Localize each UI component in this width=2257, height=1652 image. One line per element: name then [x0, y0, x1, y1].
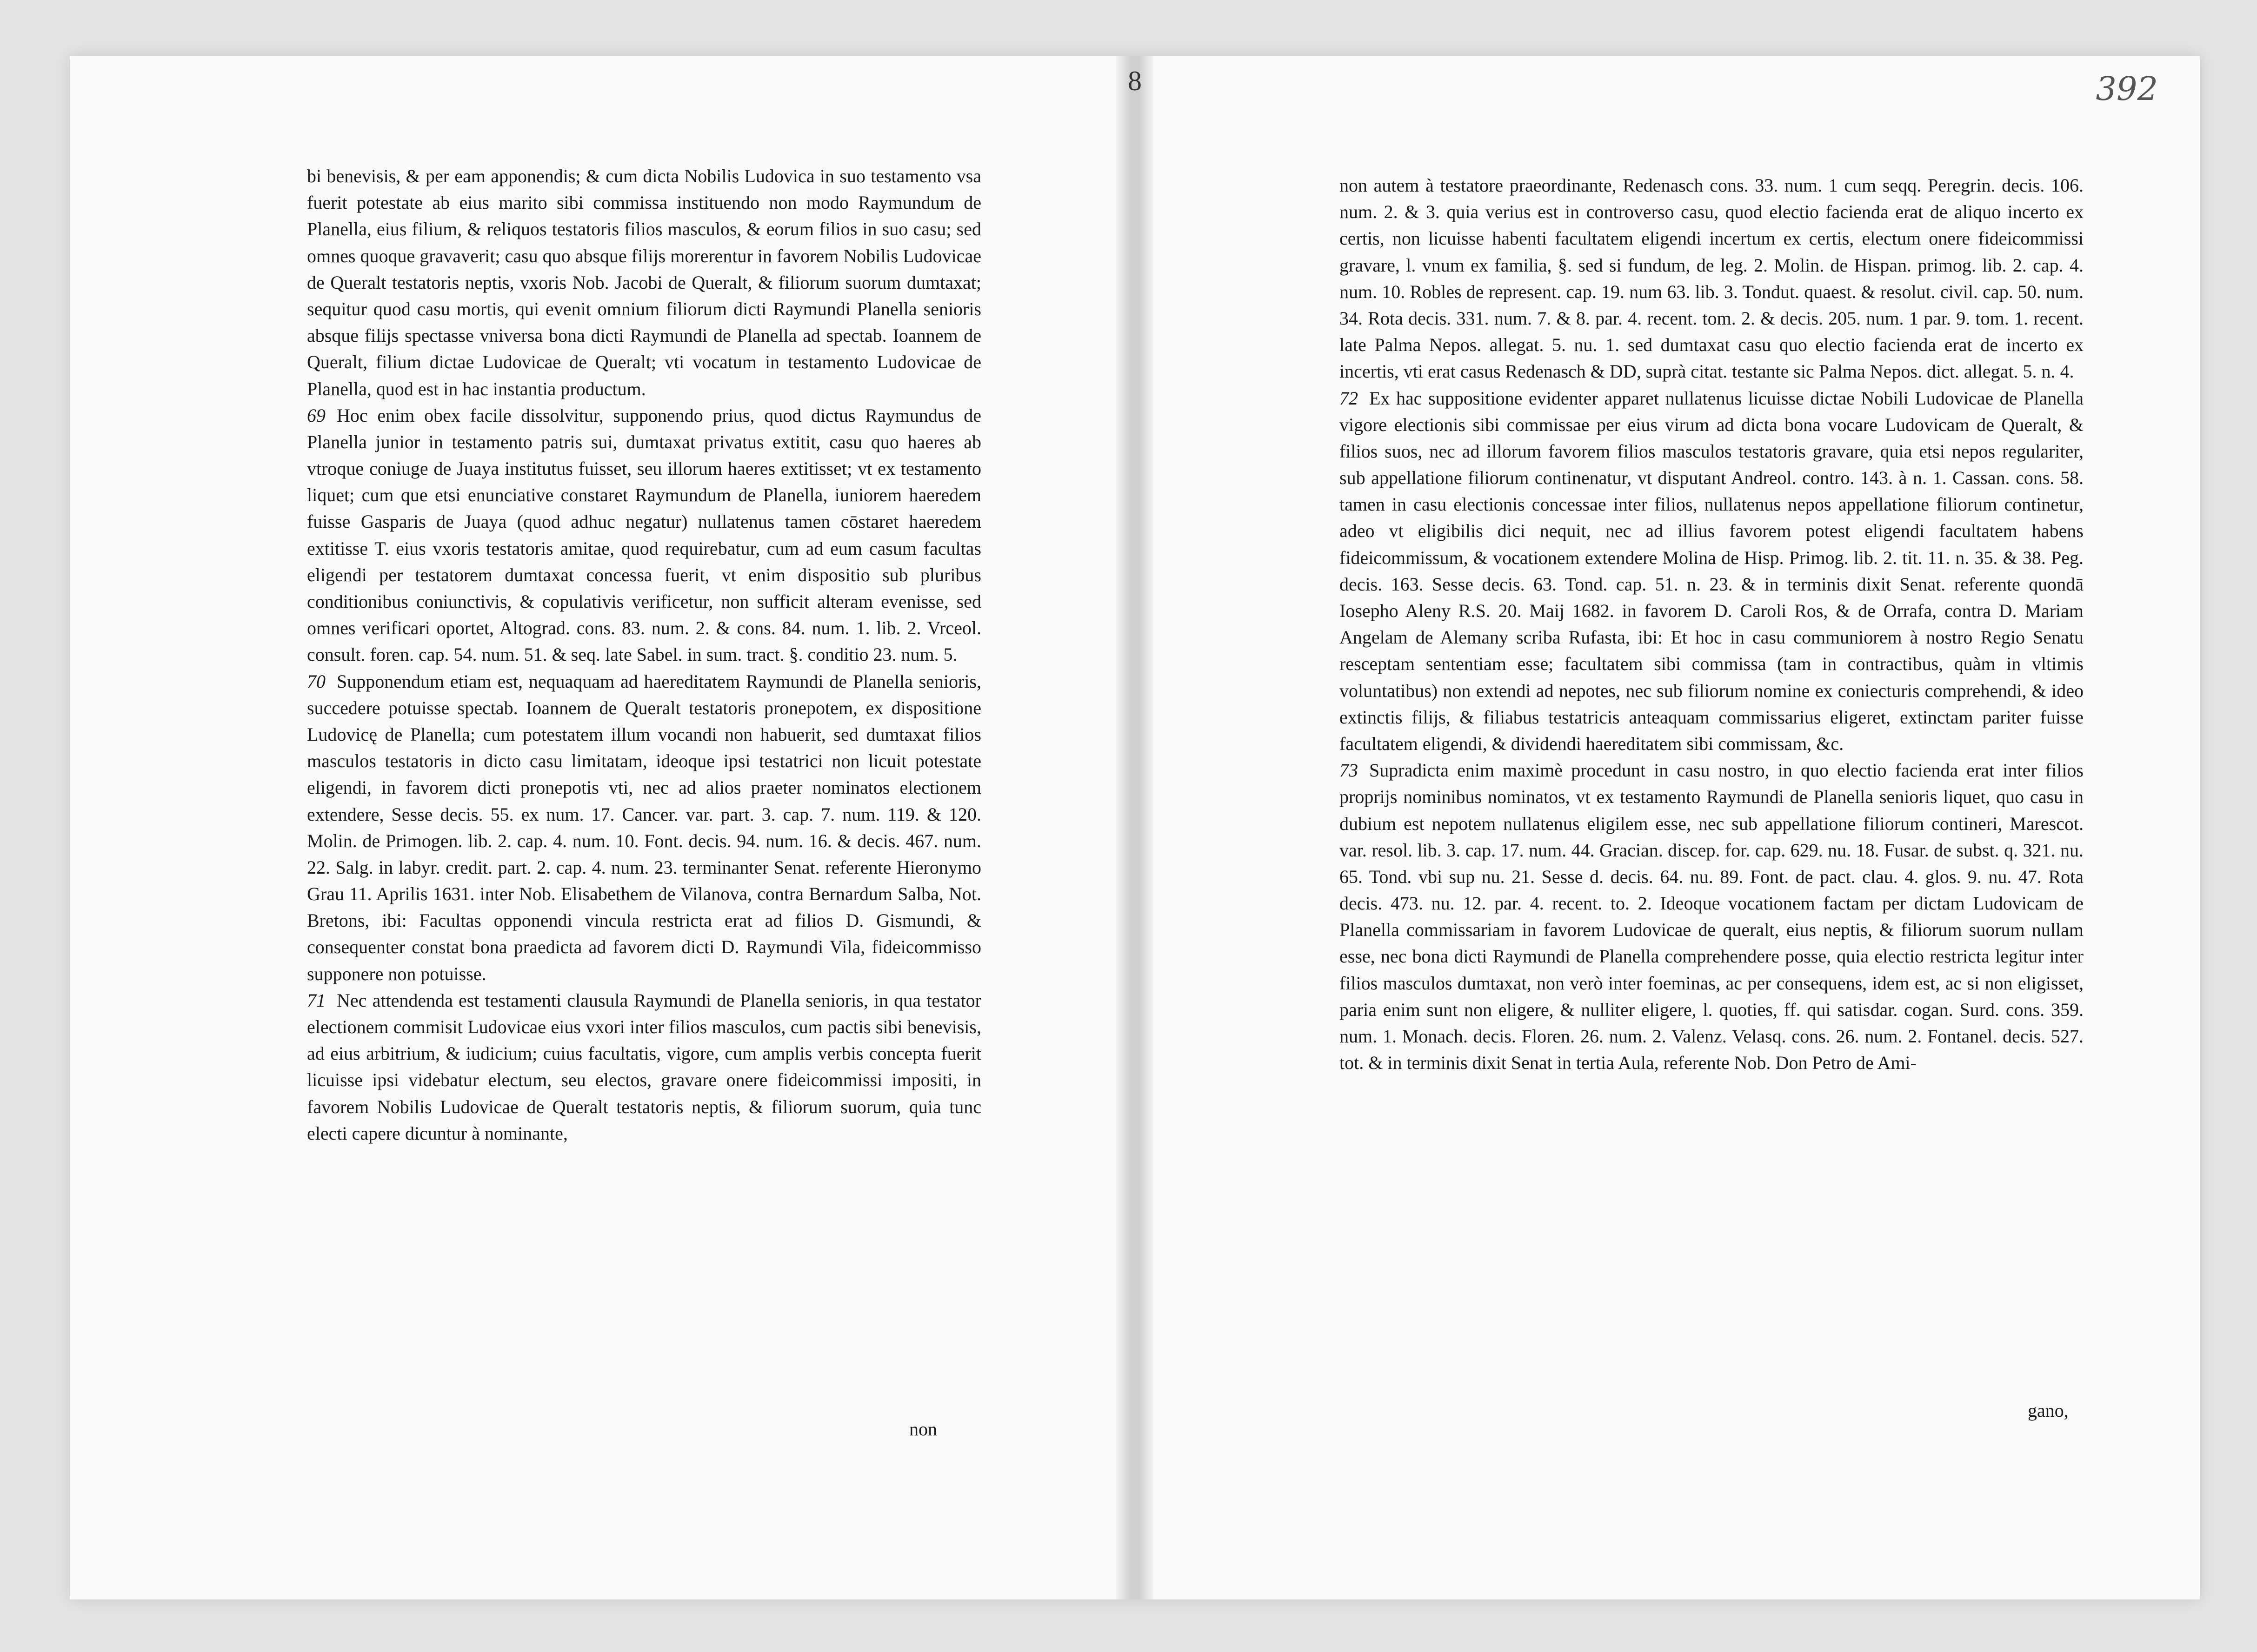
gutter-mark: 8 — [1128, 66, 1142, 96]
paragraph-number: 70 — [307, 670, 326, 692]
left-lead-paragraph: bi benevisis, & per eam apponendis; & cum dicta Nobilis Ludovica in suo testamento vsa fuerit potestate ab eius marito sibi commissa instituendo non modo Raymundum de Planella, eius filium, & reliquos testatoris filios masculos, & eorum filios in suo casu; sed omnes quoque gravaverit; casu quo absque filijs morerentur in favorem Nobilis Ludovicae de Queralt testatoris neptis, vxoris Nob. Jacobi de Queralt, & filiorum suorum dumtaxat; sequitur quod casu mortis, qui evenit omnium filiorum dicti Raymundi Planella senioris absque filijs spectasse vniversa bona dicti Raymundi de Planella ad spectab. Ioannem de Queralt, filium dictae Ludovicae de Queralt; vti vocatum in testamento Ludovicae de Planella, quod est in hac instantia productum. — [307, 166, 981, 399]
left-catchword: non — [909, 1419, 937, 1440]
paragraph-number: 72 — [1339, 387, 1358, 409]
paragraph-number: 69 — [307, 405, 326, 426]
paragraph-body: Hoc enim obex facile dissolvitur, supponendo prius, quod dictus Raymundus de Planella junior in testamento patris sui, dumtaxat privatus extitit, casu quo haeres ab vtroque coniuge de Juaya institutus fuisset, seu illorum haeres extitisset; vt ex testamento liquet; cum que etsi enunciative constaret Raymundum de Planella, iuniorem haeredem fuisse Gasparis de Juaya (quod adhuc negatur) nullatenus tamen cōstaret haeredem extitisse T. eius vxoris testatoris amitae, quod requirebatur, cum ad eum casum facultas eligendi per testatorem dumtaxat concessa fuerit, vt enim dispositio sub pluribus conditionibus coniunctivis, & copulativis verificetur, non sufficit alteram evenisse, sed omnes verificari oportet, Altograd. cons. 83. num. 2. & cons. 84. num. 1. lib. 2. Vrceol. consult. foren. cap. 54. num. 51. & seq. late Sabel. in sum. tract. §. conditio 23. num. 5. — [307, 405, 981, 665]
paragraph-number: 71 — [307, 989, 326, 1011]
paragraph-body: Supponendum etiam est, nequaquam ad haereditatem Raymundi de Planella senioris, succedere potuisse spectab. Ioannem de Queralt testatoris pronepotem, ex dispositione Ludovicę de Planella; cum potestatem illum vocandi non habuerit, sed dumtaxat filios masculos testatoris in dicto casu limitatam, ideoque ipsi testatrici non licuit potestate eligendi, in favorem dicti pronepotis vti, nec ad alios praeter nominatos electionem extendere, Sesse decis. 55. ex num. 17. Cancer. var. part. 3. cap. 7. num. 119. & 120. Molin. de Primogen. lib. 2. cap. 4. num. 10. Font. decis. 94. num. 16. & decis. 467. num. 22. Salg. in labyr. credit. part. 2. cap. 4. num. 23. terminanter Senat. referente Hieronymo Grau 11. Aprilis 1631. inter Nob. Elisabethem de Vilanova, contra Bernardum Salba, Not. Bretons, ibi: Facultas opponendi vincula restricta erat ad filios D. Gismundi, & consequenter constat bona praedicta ad favorem dicti D. Raymundi Vila, fideicommisso supponere non potuisse. — [307, 670, 981, 984]
paragraph-body: Nec attendenda est testamenti clausula Raymundi de Planella senioris, in qua testator electionem commisit Ludovicae eius vxori inter filios masculos, cum pactis sibi benevisis, ad eius arbitrium, & iudicium; cuius facultatis, vigore, cum amplis verbis concepta fuerit licuisse ipsi videbatur electum, seu electos, gravare onere fideicommissi impositi, in favorem Nobilis Ludovicae de Queralt testatoris neptis, & filiorum suorum, quia tunc electi capere dicuntur à nominante, — [307, 989, 981, 1144]
paragraph-73 — [1339, 757, 2084, 1076]
paragraph-71 — [307, 987, 981, 1147]
paragraph-69 — [307, 402, 981, 668]
book-gutter — [1116, 56, 1153, 1599]
left-page-text — [307, 163, 981, 1506]
book-spread — [70, 56, 2200, 1599]
right-page-text — [1339, 172, 2084, 1506]
right-lead-paragraph: non autem à testatore praeordinante, Redenasch cons. 33. num. 1 cum seqq. Peregrin. decis. 106. num. 2. & 3. quia verius est in controverso casu, quod electio facienda erat de aliquo incerto ex certis, non licuisse habenti facultatem eligendi incertum ex certis, electum onere fideicommissi gravare, l. vnum ex familia, §. sed si fundum, de leg. 2. Molin. de Hispan. primog. lib. 2. cap. 4. num. 10. Robles de represent. cap. 19. num 63. lib. 3. Tondut. quaest. & resolut. civil. cap. 50. num. 34. Rota decis. 331. num. 7. & 8. par. 4. recent. tom. 2. & decis. 205. num. 1 par. 9. tom. 1. recent. late Palma Nepos. allegat. 5. nu. 1. sed dumtaxat casu quo electio facienda erat de incerto ex incertis, vti erat casus Redenasch & DD, suprà citat. testante sic Palma Nepos. dict. allegat. 5. n. 4. — [1339, 175, 2084, 382]
paragraph-72 — [1339, 385, 2084, 757]
paragraph-body: Supradicta enim maximè procedunt in casu nostro, in quo electio facienda erat inter filios proprijs nominibus nominatos, vt ex testamento Raymundi de Planella senioris liquet, quo casu in dubium est nepotem nullatenus eligilem esse, nec sub appellatione filiorum contineri, Marescot. var. resol. lib. 3. cap. 17. num. 44. Gracian. discep. for. cap. 629. nu. 18. Fusar. de subst. q. 321. nu. 65. Tond. vbi sup nu. 21. Sesse d. decis. 64. nu. 89. Font. de pact. clau. 4. glos. 9. nu. 47. Rota decis. 473. nu. 12. par. 4. recent. to. 2. Ideoque vocationem factam per dictam Ludovicam de Planella commissariam in favorem Ludovicae de queralt, eius neptis, & filiorum suorum nullam esse, nec bona dicti Raymundi de Planella comprehendere posse, quia electio restricta legitur inter filios masculos dumtaxat, non verò inter foeminas, ac per consequens, idem est, ac si non eligisset, paria enim sunt non eligere, & nulliter eligere, l. quoties, ff. qui satisdar. cogan. Surd. cons. 359. num. 1. Monach. decis. Floren. 26. num. 2. Valenz. Velasq. cons. 26. num. 2. Fontanel. decis. 527. tot. & in terminis dixit Senat in tertia Aula, referente Nob. Don Petro de Ami- — [1339, 760, 2084, 1074]
paragraph-body: Ex hac suppositione evidenter apparet nullatenus licuisse dictae Nobili Ludovicae de Planella vigore electionis sibi commissae per eius virum ad dicta bona vocare Ludovicam de Queralt, & filios suos, nec ad illorum favorem filios masculos testatoris gravare, quia etsi nepos regulariter, sub appellatione filiorum continenatur, vt disputant Andreol. contro. 143. à n. 1. Cassan. cons. 58. tamen in casu electionis concessae inter filios, nullatenus nepos appellatione filiorum continetur, adeo vt eligibilis dici nequit, nec ad illius favorem potest eligendi facultatem habens fideicommissum, & vocationem extendere Molina de Hisp. Primog. lib. 2. tit. 11. n. 35. & 38. Peg. decis. 163. Sesse decis. 63. Tond. cap. 51. n. 23. & in terminis dixit Senat. referente quondā Iosepho Aleny R.S. 20. Maij 1682. in favorem D. Caroli Ros, & de Orrafa, contra D. Mariam Angelam de Alemany scriba Rufasta, ibi: Et hoc in casu communiorem à nostro Regio Senatu resceptam sententiam esse; facultatem sibi commissa (tam in contractibus, quàm in vltimis voluntatibus) non extendi ad nepotes, nec sub filiorum nomine ex coniecturis comprehendi, & ideo extinctis filijs, & filiabus testatricis anteaquam commissarius eligeret, extinctam pariter fuisse facultatem eligendi, & dividendi haereditatem sibi commissam, &c. — [1339, 387, 2084, 754]
right-page — [1153, 56, 2200, 1599]
left-page — [70, 56, 1116, 1599]
folio-number: 392 — [2096, 70, 2158, 108]
paragraph-70 — [307, 668, 981, 987]
paragraph-number: 73 — [1339, 760, 1358, 781]
right-catchword: gano, — [2028, 1400, 2069, 1421]
